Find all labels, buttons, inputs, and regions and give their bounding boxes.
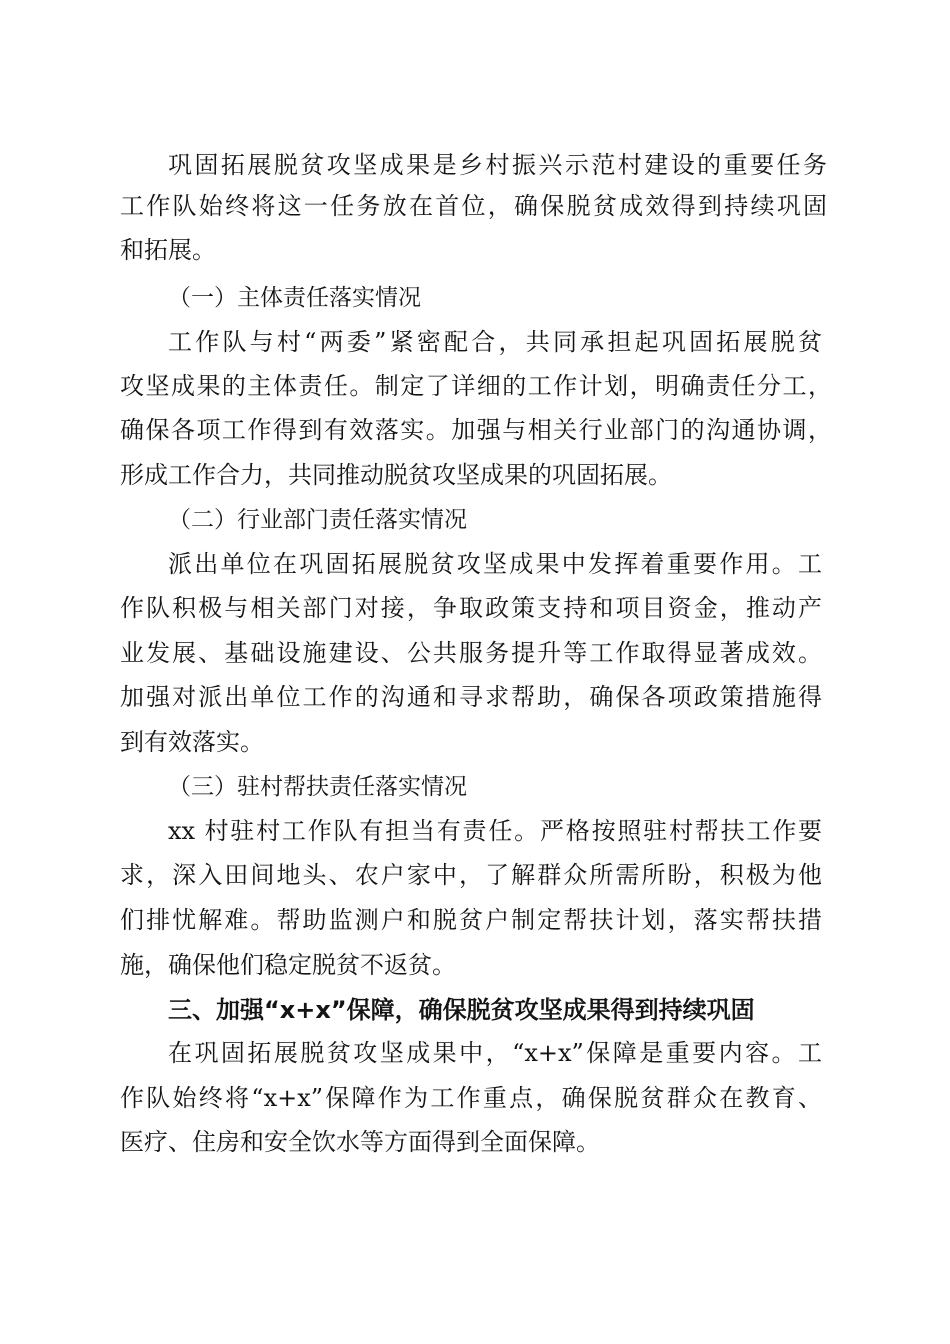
intro-line-3: 和拓展。	[120, 236, 216, 264]
intro-line-2: 工作队始终将这一任务放在首位，确保脱贫成效得到持续巩固	[120, 192, 827, 220]
part-3-line-3: 医疗、住房和安全饮水等方面得到全面保障。	[120, 1128, 600, 1156]
part-3-heading: 三、加强“x+x”保障，确保脱贫攻坚成果得到持续巩固	[168, 996, 755, 1024]
section-1-line-4: 形成工作合力，共同推动脱贫攻坚成果的巩固拓展。	[120, 461, 672, 489]
intro-line-1: 巩固拓展脱贫攻坚成果是乡村振兴示范村建设的重要任务	[168, 151, 827, 179]
section-3-heading: （三）驻村帮扶责任落实情况	[168, 774, 467, 800]
section-2-line-3: 业发展、基础设施建设、公共服务提升等工作取得显著成效。	[120, 639, 822, 667]
section-2-line-2: 作队积极与相关部门对接，争取政策支持和项目资金，推动产	[120, 594, 822, 622]
section-1-line-2: 攻坚成果的主体责任。制定了详细的工作计划，明确责任分工，	[120, 372, 832, 400]
section-2-heading: （二）行业部门责任落实情况	[168, 507, 467, 533]
section-1-line-1: 工作队与村“两委”紧密配合，共同承担起巩固拓展脱贫	[168, 328, 822, 356]
section-3-line-4: 施，确保他们稳定脱贫不返贫。	[120, 951, 456, 979]
section-2-line-4: 加强对派出单位工作的沟通和寻求帮助，确保各项政策措施得	[120, 683, 822, 711]
part-3-line-1: 在巩固拓展脱贫攻坚成果中，“x+x”保障是重要内容。工	[168, 1039, 822, 1067]
part-3-line-2: 作队始终将“x+x”保障作为工作重点，确保脱贫群众在教育、	[120, 1084, 822, 1112]
section-3-line-1: xx 村驻村工作队有担当有责任。严格按照驻村帮扶工作要	[168, 817, 822, 845]
section-3-line-2: 求，深入田间地头、农户家中，了解群众所需所盼，积极为他	[120, 861, 822, 889]
section-2-line-1: 派出单位在巩固拓展脱贫攻坚成果中发挥着重要作用。工	[168, 550, 822, 578]
section-3-line-3: 们排忧解难。帮助监测户和脱贫户制定帮扶计划，落实帮扶措	[120, 906, 822, 934]
section-1-heading: （一）主体责任落实情况	[168, 285, 421, 311]
section-1-line-3: 确保各项工作得到有效落实。加强与相关行业部门的沟通协调，	[120, 416, 832, 444]
section-2-line-5: 到有效落实。	[120, 728, 264, 756]
